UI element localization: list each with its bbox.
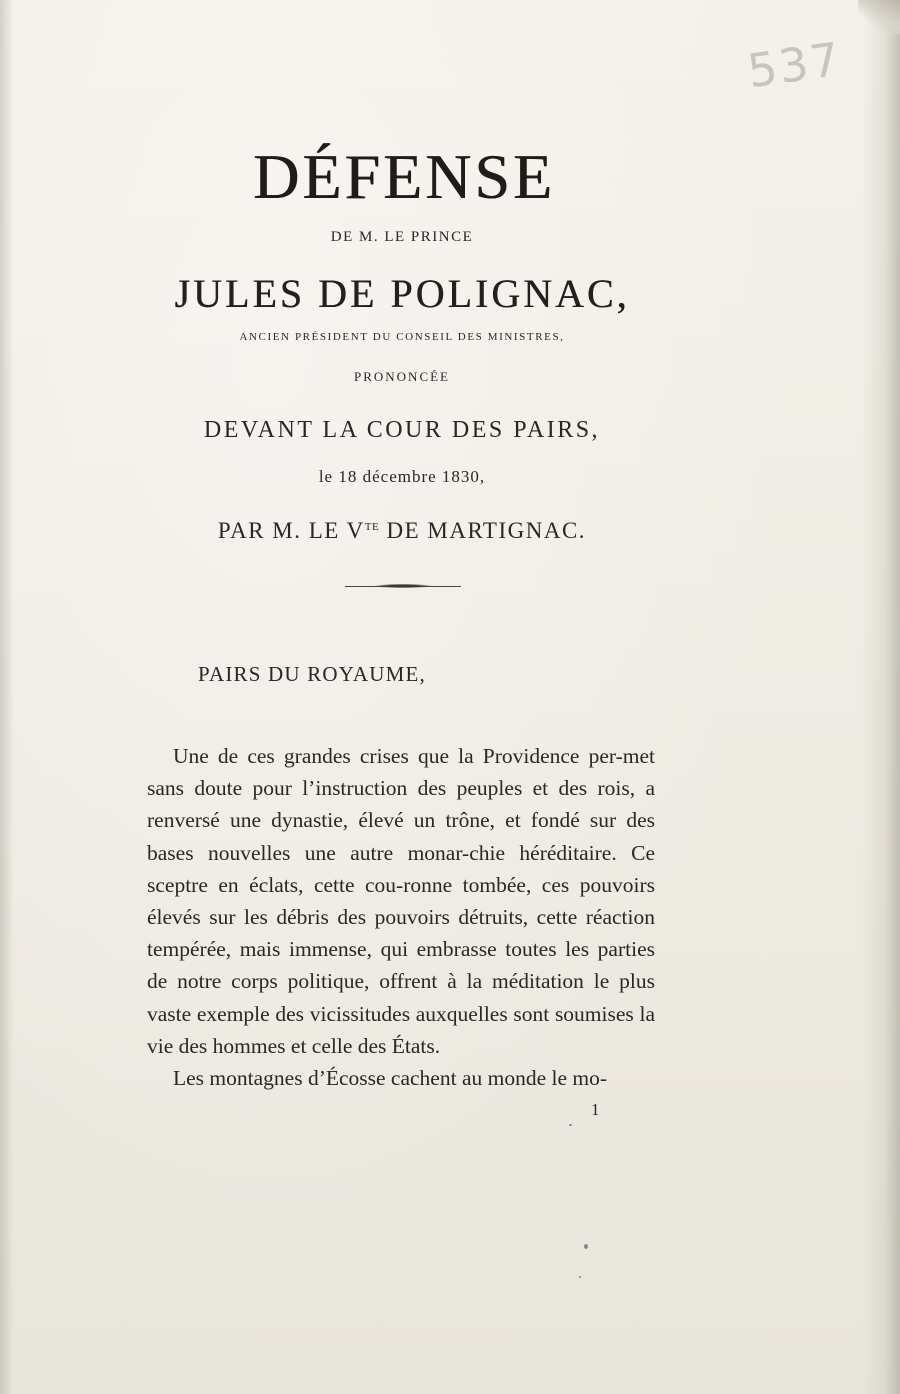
pencil-annotation: 537 <box>744 31 845 99</box>
paper-speck <box>569 1124 572 1126</box>
folded-corner <box>858 0 900 34</box>
court-line: DEVANT LA COUR DES PAIRS, <box>203 417 601 443</box>
subject-name: JULES DE POLIGNAC, <box>174 271 630 316</box>
title: DÉFENSE <box>253 141 555 212</box>
paragraph: Les montagnes d’Écosse cachent au monde le mo- <box>173 1066 608 1091</box>
author-line <box>2 518 802 544</box>
body-text <box>147 740 655 1094</box>
paper-speck <box>584 1244 588 1249</box>
page-number: 1 <box>591 1100 600 1119</box>
salutation: PAIRS DU ROYAUME, <box>198 662 426 686</box>
author-superscript: TE <box>364 521 380 533</box>
page-right-shadow <box>862 0 900 1394</box>
date-line: le 18 décembre 1830, <box>318 467 486 486</box>
author-prefix: PAR M. LE V <box>217 518 365 543</box>
ornamental-rule <box>345 583 461 589</box>
paragraph: Une de ces grandes crises que la Providence per-met sans doute pour l’instruction des peuples et des rois, a renversé une dynastie, élevé un trône, et fondé sur des bases nouvelles une autre monar-chie héréditaire. Ce sceptre en éclats, cette cou-ronne tombée, ces pouvoirs élevés sur les débris des pouvoirs détruits, cette réaction tempérée, mais immense, qui embrasse toutes les parties de notre corps politique, offrent à la méditation le plus vaste exemple des vicissitudes auxquelles sont soumises la vie des hommes et celle des États. <box>147 744 655 1058</box>
subtitle-de: DE M. LE PRINCE <box>330 229 474 245</box>
pronounced-label: PRONONCÉE <box>353 369 450 384</box>
author-suffix: DE MARTIGNAC. <box>379 518 587 543</box>
subject-role: ANCIEN PRÉSIDENT DU CONSEIL DES MINISTRES, <box>239 331 565 343</box>
paper-speck <box>579 1276 581 1278</box>
